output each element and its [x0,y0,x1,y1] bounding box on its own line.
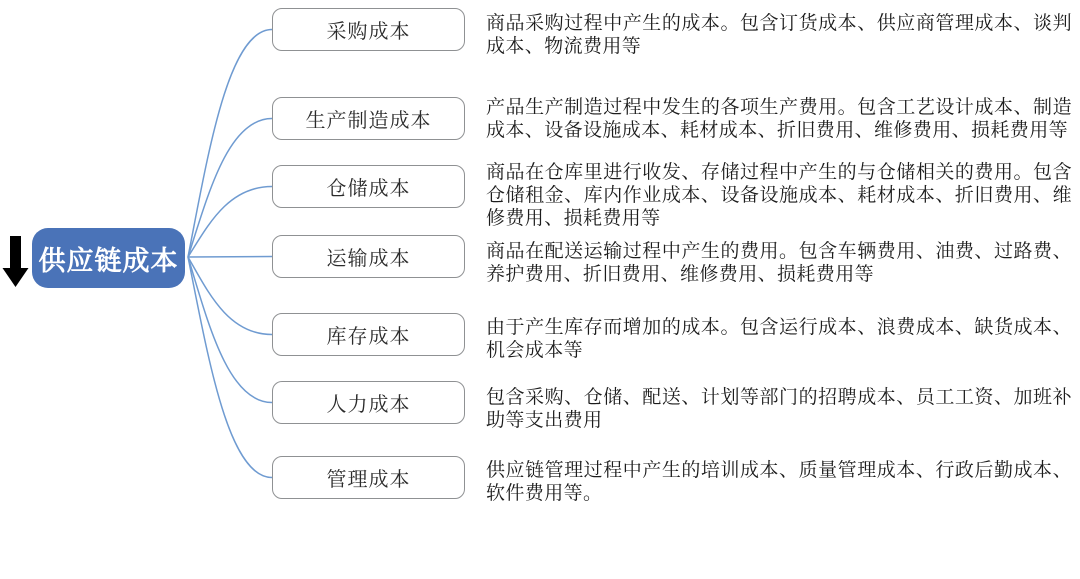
branch-description-transportation: 商品在配送运输过程中产生的费用。包含车辆费用、油费、过路费、养护费用、折旧费用、维修费用、损耗费用等 [486,241,1072,285]
branch-node-label: 管理成本 [326,469,411,491]
branch-node-inventory [272,313,465,356]
root-node [32,228,185,288]
branch-node-label: 库存成本 [326,326,411,348]
branch-description-manufacturing: 产品生产制造过程中发生的各项生产费用。包含工艺设计成本、制造成本、设备设施成本、耗材成本、折旧费用、维修费用、损耗费用等 [486,97,1072,141]
branch-description-management: 供应链管理过程中产生的培训成本、质量管理成本、行政后勤成本、软件费用等。 [486,460,1072,504]
connector-line [188,257,272,478]
branch-node-management [272,456,465,499]
root-node-label: 供应链成本 [38,245,179,276]
branch-node-transportation [272,235,465,278]
branch-description-warehousing: 商品在仓库里进行收发、存储过程中产生的与仓储相关的费用。包含仓储租金、库内作业成本、设备设施成本、耗材成本、折旧费用、维修费用、损耗费用等 [486,162,1072,229]
branch-description-inventory: 由于产生库存而增加的成本。包含运行成本、浪费成本、缺货成本、机会成本等 [486,317,1072,361]
connector-line [188,257,272,258]
branch-node-label: 采购成本 [326,21,411,43]
connector-line [188,30,272,258]
branch-node-label: 人力成本 [326,394,411,416]
branch-node-label: 运输成本 [326,248,411,270]
down-arrow-icon [0,232,32,290]
connector-line [188,187,272,258]
branch-description-labor: 包含采购、仓储、配送、计划等部门的招聘成本、员工工资、加班补助等支出费用 [486,387,1072,431]
branch-node-labor [272,381,465,424]
branch-node-manufacturing [272,97,465,140]
branch-node-procurement [272,8,465,51]
branch-node-warehousing [272,165,465,208]
branch-description-procurement: 商品采购过程中产生的成本。包含订货成本、供应商管理成本、谈判成本、物流费用等 [486,13,1072,57]
branch-node-label: 仓储成本 [326,178,411,200]
branch-node-label: 生产制造成本 [305,110,432,132]
